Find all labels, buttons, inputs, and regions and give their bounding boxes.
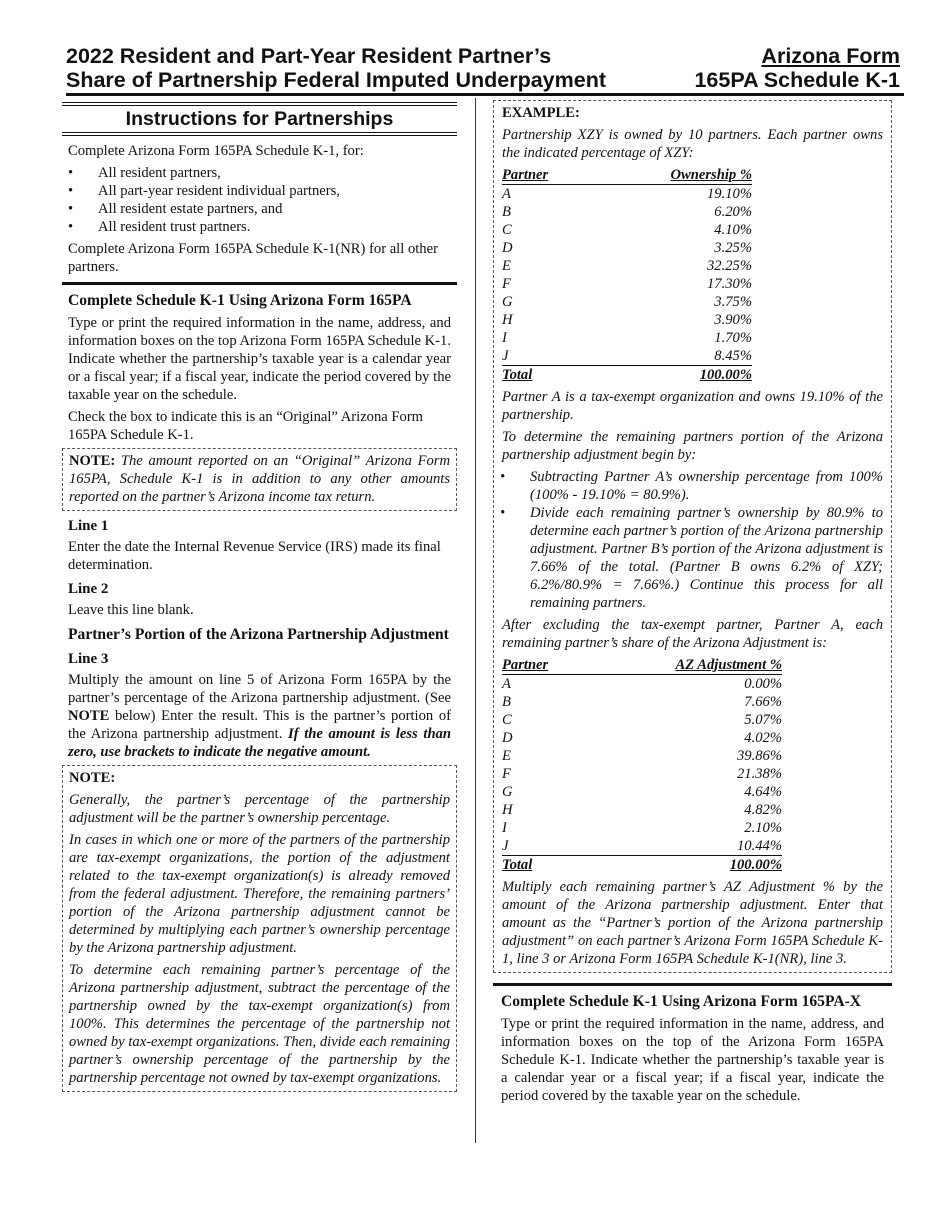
list-item: • Divide each remaining partner’s ownership by 80.9% to determine each partner’s portion of the Arizona partnership adjustment. Partner B’s portion of the Arizona adjustment is 7.66% of the total. (Partner B owns 6.2% of XZY; 6.2%/80.9% = 7.66%.) Continue this process for all remaining partners. <box>494 504 883 612</box>
table-row <box>502 783 782 801</box>
line3-emphasis: If the amount is less than zero, use brackets to indicate the negative amount. <box>68 726 451 760</box>
form-title-line1: 2022 Resident and Part-Year Resident Partner’s <box>66 44 552 68</box>
table-cell: J <box>502 837 642 856</box>
table-row <box>502 693 782 711</box>
note2-paragraph: In cases in which one or more of the partners of the partnership are tax-exempt organizations, the portion of the adjustment related to the tax-exempt organization(s) is already removed from the federal adjustment. Therefore, the remaining partners’ portion of the Arizona partnership adjustment cannot be determined by multiplying each partner’s ownership percentage by the Arizona partnership adjustment. <box>69 832 450 956</box>
table-cell: D <box>502 240 513 256</box>
table-row <box>502 801 782 819</box>
table-header-row <box>502 656 782 675</box>
k1-original-paragraph: Check the box to indicate this is an “Original” Arizona Form 165PA Schedule K-1. <box>68 409 424 443</box>
table-total-value: 100.00% <box>622 366 752 385</box>
column-divider <box>475 98 476 1143</box>
table-cell: A <box>502 186 511 202</box>
table-cell: C <box>502 712 512 728</box>
section-title-box <box>62 102 457 136</box>
table-header-cell: Partner <box>502 166 622 185</box>
table-header-row <box>502 166 752 185</box>
table-cell: 4.02% <box>744 730 782 746</box>
list-item: • All resident partners, <box>62 164 457 182</box>
form-number-line1: Arizona Form <box>761 44 900 68</box>
note-box-2 <box>62 765 457 1092</box>
table-cell: F <box>502 276 511 292</box>
az-adjustment-table <box>502 656 782 874</box>
line2-text: Leave this line blank. <box>68 602 194 618</box>
nr-text: Complete Arizona Form 165PA Schedule K-1(NR) for all other partners. <box>68 241 438 275</box>
table-row <box>502 837 782 856</box>
list-item: • All resident trust partners. <box>62 218 457 236</box>
example-intro: Partnership XZY is owned by 10 partners. Each partner owns the indicated percentage of XZY: <box>502 127 883 161</box>
table-total-row <box>502 856 782 875</box>
table-row <box>502 329 752 347</box>
table-cell: I <box>502 820 507 836</box>
table-row <box>502 203 752 221</box>
table-cell: 4.64% <box>744 784 782 800</box>
table-cell: C <box>502 222 512 238</box>
table-cell: B <box>502 204 511 220</box>
ownership-table <box>502 166 752 384</box>
table-cell: 10.44% <box>642 837 782 856</box>
table-cell: E <box>502 748 511 764</box>
table-row <box>502 293 752 311</box>
note2-paragraph: To determine each remaining partner’s percentage of the Arizona partnership adjustment, subtract the percentage of the partnership owned by the tax-exempt organization(s) from 100%. This determines the percentage of the partnership not owned by tax-exempt organizations. Then, divide each remaining partner’s ownership percentage of the partnership by the partnership percentage not owned by tax-exempt organizations. <box>69 962 450 1086</box>
portion-heading: Partner’s Portion of the Arizona Partnership Adjustment <box>68 626 449 643</box>
line3-text-b: below) Enter the result. This is the partner’s portion of the Arizona partnership adjustment. <box>68 708 451 742</box>
table-cell: 3.90% <box>714 312 752 328</box>
line3-note-ref: NOTE <box>68 708 110 724</box>
section-title: Instructions for Partnerships <box>62 105 457 133</box>
table-row <box>502 239 752 257</box>
line1-text: Enter the date the Internal Revenue Service (IRS) made its final determination. <box>68 539 441 573</box>
intro-text: Complete Arizona Form 165PA Schedule K-1, for: <box>68 143 364 159</box>
line3-text-a: Multiply the amount on line 5 of Arizona Form 165PA by the partner’s percentage of the Arizona partnership adjustment. (See <box>68 672 451 706</box>
table-row <box>502 347 752 366</box>
table-cell: A <box>502 676 511 692</box>
multiply-paragraph: Multiply each remaining partner’s AZ Adjustment % by the amount of the Arizona partnership adjustment. Enter that amount as the “Partner’s portion of the Arizona partnership adjustment” on each partner’s Arizona Form 165PA Schedule K-1, line 3 or Arizona Form 165PA Schedule K-1(NR), line 3. <box>502 879 883 967</box>
x-heading: Complete Schedule K-1 Using Arizona Form 165PA-X <box>501 993 862 1010</box>
table-cell: F <box>502 766 511 782</box>
left-column <box>62 100 457 1098</box>
table-cell: I <box>502 330 507 346</box>
table-row <box>502 765 782 783</box>
table-cell: 7.66% <box>744 694 782 710</box>
table-row <box>502 221 752 239</box>
table-header-cell: AZ Adjustment % <box>642 656 782 675</box>
table-cell: 39.86% <box>737 748 782 764</box>
form-title-line2: Share of Partnership Federal Imputed Underpayment <box>66 68 607 92</box>
exempt-paragraph: Partner A is a tax-exempt organization and owns 19.10% of the partnership. <box>502 389 883 423</box>
table-cell: 19.10% <box>707 186 752 202</box>
table-cell: 21.38% <box>737 766 782 782</box>
line3-heading: Line 3 <box>68 651 109 667</box>
table-row <box>502 729 782 747</box>
list-item: • Subtracting Partner A’s ownership percentage from 100% (100% - 19.10% = 80.9%). <box>494 468 883 504</box>
table-row <box>502 747 782 765</box>
table-cell: 8.45% <box>622 347 752 366</box>
table-row <box>502 819 782 837</box>
table-row <box>502 711 782 729</box>
example-label: EXAMPLE: <box>502 105 580 121</box>
list-item: • All resident estate partners, and <box>62 200 457 218</box>
table-cell: D <box>502 730 513 746</box>
table-cell: 5.07% <box>744 712 782 728</box>
table-cell: 1.70% <box>714 330 752 346</box>
table-row <box>502 675 782 694</box>
table-cell: 32.25% <box>707 258 752 274</box>
table-cell: G <box>502 294 513 310</box>
table-cell: 6.20% <box>714 204 752 220</box>
table-cell: 0.00% <box>744 676 782 692</box>
table-row <box>502 185 752 204</box>
table-cell: 3.75% <box>714 294 752 310</box>
form-title <box>66 44 606 92</box>
table-cell: 4.10% <box>714 222 752 238</box>
line1-heading: Line 1 <box>68 518 109 534</box>
line3-text <box>68 671 451 761</box>
right-column <box>493 100 892 1109</box>
list-item: • All part-year resident individual partners, <box>62 182 457 200</box>
x-paragraph: Type or print the required information in the name, address, and information boxes on the top of the Arizona Form 165PA Schedule K-1. Indicate whether the partnership’s taxable year is a calendar year or a fiscal year; if a fiscal year, indicate the period covered by the taxable year on the schedule. <box>501 1016 884 1104</box>
table-row <box>502 311 752 329</box>
table-cell: 2.10% <box>744 820 782 836</box>
page-header <box>66 44 900 92</box>
after-paragraph: After excluding the tax-exempt partner, Partner A, each remaining partner’s share of the Arizona Adjustment is: <box>502 617 883 651</box>
table-total-label: Total <box>502 856 642 875</box>
note2-paragraph: Generally, the partner’s percentage of the partnership adjustment will be the partner’s ownership percentage. <box>69 792 450 826</box>
k1-paragraph: Type or print the required information in the name, address, and information boxes on the top Arizona Form 165PA Schedule K-1. Indicate whether the partnership’s taxable year is a calendar year or a fiscal year; if a fiscal year, indicate the period covered by the taxable year on the schedule. <box>68 315 451 403</box>
section-rule <box>493 983 892 986</box>
note2-label: NOTE: <box>69 770 116 786</box>
k1-heading: Complete Schedule K-1 Using Arizona Form 165PA <box>68 292 412 309</box>
example-box <box>493 100 892 973</box>
table-total-label: Total <box>502 366 622 385</box>
table-cell: 17.30% <box>707 276 752 292</box>
note-text: The amount reported on an “Original” Arizona Form 165PA, Schedule K-1 is in addition to any other amounts reported on the partner’s Arizona income tax return. <box>69 453 450 505</box>
table-header-cell: Partner <box>502 656 642 675</box>
form-number-line2: 165PA Schedule K-1 <box>694 68 900 92</box>
line2-heading: Line 2 <box>68 581 109 597</box>
note-label: NOTE: <box>69 453 116 469</box>
steps-list <box>494 468 883 612</box>
header-rule <box>66 93 904 96</box>
determine-paragraph: To determine the remaining partners portion of the Arizona partnership adjustment begin by: <box>502 429 883 463</box>
note-box <box>62 448 457 511</box>
table-total-value: 100.00% <box>642 856 782 875</box>
table-cell: H <box>502 802 513 818</box>
table-cell: E <box>502 258 511 274</box>
table-cell: J <box>502 347 622 366</box>
table-row <box>502 257 752 275</box>
table-cell: 3.25% <box>714 240 752 256</box>
table-header-cell: Ownership % <box>622 166 752 185</box>
form-number <box>694 44 900 92</box>
table-cell: 4.82% <box>744 802 782 818</box>
table-cell: G <box>502 784 513 800</box>
partner-type-list <box>62 164 457 236</box>
section-rule <box>62 282 457 285</box>
table-cell: H <box>502 312 513 328</box>
table-cell: B <box>502 694 511 710</box>
table-total-row <box>502 366 752 385</box>
table-row <box>502 275 752 293</box>
